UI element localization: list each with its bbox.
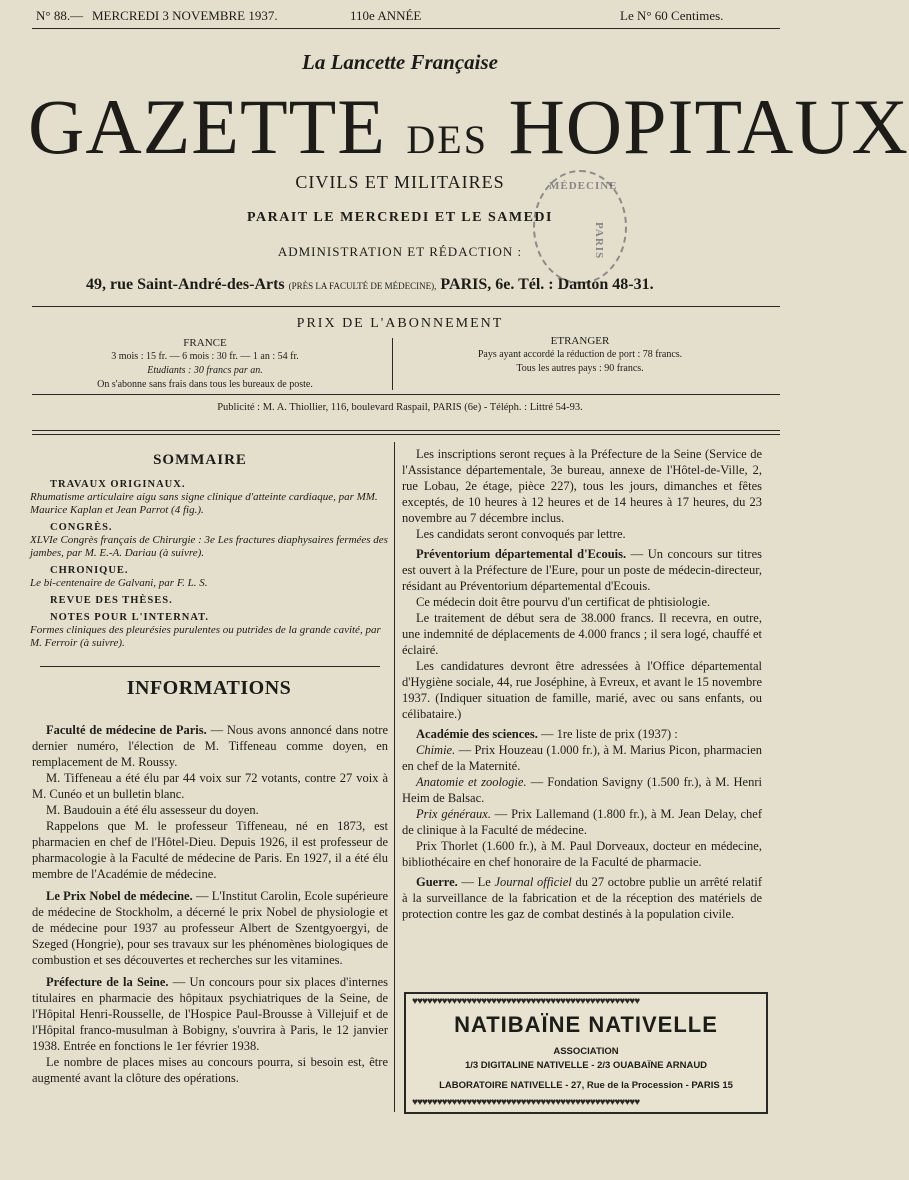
sommaire-item-internat: Formes cliniques des pleurésies purulentes ou putrides de la grande cavité, par M. Ferroir (à suivre). — [30, 624, 381, 649]
academie-prix: — Prix Lallemand (1.800 fr.), à M. Jean Delay, chef de clinique à la Faculté de médecine. — [402, 807, 762, 837]
sommaire-rule — [40, 666, 380, 667]
ad-brand: NATIBAÏNE NATIVELLE — [454, 1012, 718, 1037]
preventorium-text-2: Ce médecin doit être pourvu d'un certificat de phtisiologie. — [416, 595, 711, 609]
prefecture-heading: Préfecture de la Seine. — [46, 975, 169, 989]
prefecture-text-1: — Un concours pour six places d'internes titulaires en pharmacie des hôpitaux psychiatriques de la Seine, de l'Hôpital Henri-Rousselle, de l'Hospice Paul-Brousse à Villejuif et de l'Hôpital franco-musulman à Bobigny, s'ouvrira à Paris, le 12 janvier 1938. Entrée en fonctions le 1er février 1938. — [32, 975, 388, 1053]
abonnement-title: PRIX DE L'ABONNEMENT — [296, 316, 504, 331]
preventorium-text-1: — Un concours sur titres est ouvert à la Préfecture de l'Eure, pour un poste de médecin-directeur, résidant au Préventorium départemental d'Ecouis. — [402, 547, 763, 593]
library-stamp — [533, 170, 627, 284]
sommaire-heading-travaux: TRAVAUX ORIGINAUX. — [50, 479, 186, 490]
prefecture-text-2: Le nombre de places mises au concours pourra, si besoin est, être augmenté avant la clôture des opérations. — [32, 1055, 388, 1085]
academie-prix-label: Prix généraux. — [416, 807, 491, 821]
france-note: On s'abonne sans frais dans tous les bureaux de poste. — [97, 379, 313, 390]
sommaire-item-congres: XLVIe Congrès français de Chirurgie : 3e Les fractures diaphysaires fermées des jambes, par M. E.-A. Dariau (à suivre). — [30, 534, 388, 559]
faculte-text-1: — Nous avons annoncé dans notre dernier numéro, l'élection de M. Tiffeneau comme doyen, en remplacement de M. Roussy. — [32, 723, 388, 769]
issue-number: N° 88.— — [36, 8, 84, 23]
publicite-line: Publicité : M. A. Thiollier, 116, boulevard Raspail, PARIS (6e) - Téléph. : Littré 54-93. — [217, 402, 583, 413]
abonnement-separator — [392, 338, 393, 390]
france-title: FRANCE — [183, 337, 227, 349]
sommaire-heading-chronique: CHRONIQUE. — [50, 565, 129, 576]
masthead-title-gazette: GAZETTE — [28, 83, 386, 170]
france-etudiants: Etudiants : 30 francs par an. — [147, 365, 263, 376]
guerre-journal: Journal officiel — [494, 875, 572, 889]
issue-year: 110e ANNÉE — [350, 8, 422, 23]
issue-date: MERCREDI 3 NOVEMBRE 1937. — [92, 8, 278, 23]
advertisement-natibaine — [404, 992, 768, 1114]
top-rule — [32, 28, 780, 29]
academie-text: — 1re liste de prix (1937) : — [537, 727, 678, 741]
informations-column — [32, 722, 388, 1086]
sommaire-heading-congres: CONGRÈS. — [50, 522, 113, 533]
etranger-line1: Pays ayant accordé la réduction de port : 78 francs. — [477, 349, 683, 360]
abonnement-rule — [32, 394, 780, 395]
inscriptions-text-2: Les candidats seront convoqués par lettre. — [416, 527, 626, 541]
masthead-title — [28, 82, 909, 185]
masthead-line-parait: PARAIT LE MERCREDI ET LE SAMEDI — [247, 210, 553, 225]
masthead-title-hopitaux: HOPITAUX — [508, 83, 909, 170]
faculte-text-3: M. Baudouin a été élu assesseur du doyen. — [46, 803, 259, 817]
academie-chimie-label: Chimie. — [416, 743, 456, 757]
academie-anatomie-label: Anatomie et zoologie. — [416, 775, 527, 789]
masthead-address — [86, 276, 786, 294]
preventorium-text-4: Les candidatures devront être adressées à l'Office départemental d'Hygiène sociale, 44, rue Joséphine, à Evreux, et avant le 15 novembre 1937. (Indiquer situation de famille, marié, avec ou sans enfants, ou célibataire.) — [402, 659, 762, 721]
address-street: 49, rue Saint-André-des-Arts — [86, 276, 285, 293]
ad-line-laboratoire: LABORATOIRE NATIVELLE - 27, Rue de la Procession - PARIS 15 — [439, 1080, 733, 1091]
ad-line-composition: 1/3 DIGITALINE NATIVELLE - 2/3 OUABAÏNE ARNAUD — [464, 1060, 708, 1071]
issue-price: Le N° 60 Centimes. — [620, 8, 724, 23]
ad-line-association: ASSOCIATION — [553, 1046, 619, 1057]
inscriptions-text-1: Les inscriptions seront reçues à la Préfecture de la Seine (Service de l'Assistance départementale, 3e bureau, annexe de l'Hôtel-de-Ville, 2, rue Lobau, 2e étage, pièce 227), tous les jours, dimanches et fêtes exceptés, de 10 heures à 12 heures et de 14 heures à 17 heures, du 23 novembre au 7 décembre inclus. — [402, 447, 762, 525]
sommaire-item-travaux: Rhumatisme articulaire aigu sans signe clinique d'atteinte cardiaque, par MM. Maurice Kaplan et Jean Parrot (4 fig.). — [30, 491, 378, 516]
faculte-text-4: Rappelons que M. le professeur Tiffeneau, né en 1873, est pharmacien en chef de l'Hôtel-Dieu. Depuis 1926, il est professeur de pharmacologie à la Faculté de médecine de Paris. En 1927, il a été élu membre de l'Académie de médecine. — [32, 819, 388, 881]
abonnement-etranger — [400, 334, 760, 376]
faculte-heading: Faculté de médecine de Paris. — [46, 723, 207, 737]
sommaire-item-chronique: Le bi-centenaire de Galvani, par F. L. S. — [30, 577, 208, 589]
academie-thorlet: Prix Thorlet (1.600 fr.), à M. Paul Dorveaux, docteur en médecine, bibliothécaire en chef honoraire de la Faculté de pharmacie. — [402, 839, 762, 869]
informations-title: INFORMATIONS — [126, 677, 292, 699]
academie-heading: Académie des sciences. — [416, 727, 538, 741]
masthead-title-des: DES — [406, 117, 488, 162]
ad-border-bottom-hearts-icon: ♥♥♥♥♥♥♥♥♥♥♥♥♥♥♥♥♥♥♥♥♥♥♥♥♥♥♥♥♥♥♥♥♥♥♥♥♥♥♥♥♥♥♥♥♥♥ — [412, 1097, 640, 1108]
ad-border-top-hearts-icon: ♥♥♥♥♥♥♥♥♥♥♥♥♥♥♥♥♥♥♥♥♥♥♥♥♥♥♥♥♥♥♥♥♥♥♥♥♥♥♥♥♥♥♥♥♥♥ — [412, 996, 640, 1007]
address-note: (PRÈS LA FACULTÉ DE MÉDECINE), — [288, 281, 437, 291]
sommaire-list — [30, 478, 390, 650]
masthead-rule — [32, 306, 780, 307]
preventorium-text-3: Le traitement de début sera de 38.000 francs. Il recevra, en outre, une indemnité de déplacements de 4.000 francs ; il sera logé, chauffé et éclairé. — [402, 611, 762, 657]
nobel-heading: Le Prix Nobel de médecine. — [46, 889, 193, 903]
masthead-line-admin: ADMINISTRATION ET RÉDACTION : — [277, 244, 523, 259]
academie-chimie: — Prix Houzeau (1.000 fr.), à M. Marius Picon, pharmacien en chef de la Maternité. — [402, 743, 762, 773]
france-prices: 3 mois : 15 fr. — 6 mois : 30 fr. — 1 an : 54 fr. — [111, 351, 299, 362]
address-tel: Tél. : Danton 48-31. — [518, 276, 654, 293]
publicite-rule-2 — [32, 434, 780, 435]
column-separator — [394, 442, 395, 1112]
publicite-rule — [32, 430, 780, 431]
sommaire-title: SOMMAIRE — [153, 452, 247, 468]
etranger-line2: Tous les autres pays : 90 francs. — [516, 363, 644, 374]
sommaire-heading-theses: REVUE DES THÈSES. — [50, 595, 173, 606]
sommaire-heading-internat: NOTES POUR L'INTERNAT. — [50, 612, 210, 623]
preventorium-heading: Préventorium départemental d'Ecouis. — [416, 547, 627, 561]
masthead-subtitle: La Lancette Française — [302, 50, 498, 74]
guerre-text-a: — Le — [457, 875, 495, 889]
masthead-line-civils: CIVILS ET MILITAIRES — [295, 172, 505, 192]
nobel-text: — L'Institut Carolin, Ecole supérieure de médecine de Stockholm, a décerné le prix Nobel de physiologie et de médecine pour 1937 au professeur Albert de Szentgyoergyi, de Szeged (Hongrie), pour ses travaux sur les phénomènes biologiques de combustion et ses découvertes et recherches sur les vitamines. — [32, 889, 388, 967]
abonnement-france — [40, 336, 370, 392]
etranger-title: ETRANGER — [550, 335, 610, 347]
guerre-heading: Guerre. — [416, 875, 458, 889]
stamp-text-top: MÉDECINE — [549, 180, 618, 192]
faculte-text-2: M. Tiffeneau a été élu par 44 voix sur 72 votants, contre 27 voix à M. Cunéo et un bulletin blanc. — [32, 771, 388, 801]
guerre-text-b: du 27 octobre publie un arrêté relatif à la surveillance de la fabrication et de la réception des matériels de protection contre les gaz de combat destinés à la population civile. — [402, 875, 763, 921]
right-column — [402, 446, 762, 922]
academie-anatomie: — Fondation Savigny (1.500 fr.), à M. Henri Heim de Balsac. — [402, 775, 762, 805]
address-city: PARIS, 6e. — [440, 276, 515, 293]
stamp-text-side: PARIS — [593, 222, 605, 260]
